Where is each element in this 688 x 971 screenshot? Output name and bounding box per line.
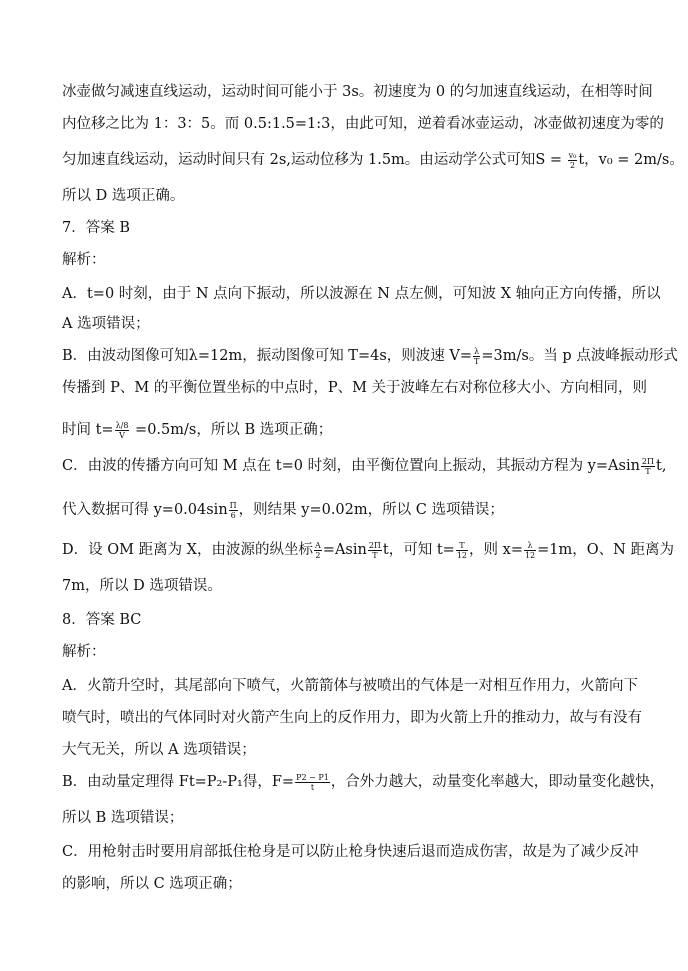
fraction-denominator: 2 bbox=[569, 160, 576, 170]
text-line bbox=[62, 150, 684, 170]
text-segment: =Asin bbox=[322, 542, 367, 558]
text-segment: =0.5m/s，所以 B 选项正确； bbox=[130, 422, 333, 438]
fraction bbox=[456, 541, 468, 560]
fraction bbox=[641, 457, 655, 476]
fraction-numerator: T bbox=[456, 541, 468, 551]
text-segment: t，可知 t= bbox=[382, 542, 455, 558]
text-segment: 时间 t= bbox=[62, 422, 114, 438]
fraction-denominator: 12 bbox=[456, 550, 468, 560]
text-line bbox=[62, 576, 222, 596]
text-line bbox=[62, 676, 638, 696]
text-line bbox=[62, 642, 106, 662]
fraction-denominator: T bbox=[474, 356, 480, 366]
text-line bbox=[62, 842, 639, 862]
fraction-numerator: λ bbox=[474, 346, 480, 356]
text-segment: 大气无关，所以 A 选项错误； bbox=[62, 742, 256, 758]
fraction bbox=[295, 773, 330, 792]
fraction bbox=[368, 541, 382, 560]
text-line bbox=[62, 540, 674, 560]
text-segment: 喷气时，喷出的气体同时对火箭产生向上的反作用力，即为火箭上升的推动力，故与有没有 bbox=[62, 710, 642, 726]
text-line bbox=[62, 610, 141, 630]
text-segment: t, bbox=[656, 458, 667, 474]
text-line bbox=[62, 186, 184, 206]
fraction-denominator: V bbox=[119, 430, 125, 440]
text-line bbox=[62, 456, 666, 476]
text-segment: B．由波动图像可知λ=12m，振动图像可知 T=4s，则波速 V= bbox=[62, 348, 473, 364]
fraction-denominator: 2 bbox=[315, 550, 321, 560]
text-segment: 代入数据可得 y=0.04sin bbox=[62, 502, 228, 518]
fraction-numerator: P2 − P1 bbox=[296, 772, 329, 782]
text-segment: 的影响，所以 C 选项正确； bbox=[62, 876, 242, 892]
text-segment: =3m/s。当 p 点波峰振动形式 bbox=[481, 348, 678, 364]
text-segment: 7m，所以 D 选项错误。 bbox=[62, 578, 222, 594]
text-segment: 匀加速直线运动，运动时间只有 2s,运动位移为 1.5m。由运动学公式可知 bbox=[62, 152, 536, 168]
text-line bbox=[62, 82, 653, 102]
fraction-numerator: λ/8 bbox=[115, 420, 129, 430]
text-segment: =1m，O、N 距离为 bbox=[537, 542, 674, 558]
text-segment: C．用枪射击时要用肩部抵住枪身是可以防止枪身快速后退而造成伤害，故是为了减少反冲 bbox=[62, 844, 639, 860]
text-segment: t，v₀ = 2m/s。 bbox=[578, 152, 684, 168]
fraction-denominator: 12 bbox=[524, 550, 536, 560]
fraction-numerator: Π bbox=[229, 500, 237, 510]
text-line bbox=[62, 740, 256, 760]
text-line bbox=[62, 420, 332, 440]
text-segment: 所以 D 选项正确。 bbox=[62, 188, 185, 204]
fraction-denominator: 6 bbox=[230, 510, 236, 520]
fraction-numerator: 2Π bbox=[368, 540, 381, 550]
text-line bbox=[62, 874, 242, 894]
text-line bbox=[62, 284, 661, 304]
text-segment: 所以 B 选项错误； bbox=[62, 810, 184, 826]
text-segment: ，则 x= bbox=[469, 542, 523, 558]
text-segment: 内位移之比为 1：3：5。而 0.5:1.5=1:3，由此可知，逆着看冰壶运动，冰壶做初速度为零的 bbox=[62, 116, 664, 132]
text-line bbox=[62, 378, 647, 398]
fraction bbox=[524, 541, 536, 560]
fraction-numerator: 2Π bbox=[641, 456, 654, 466]
text-segment: B．由动量定理得 Ft=P₂-P₁得，F= bbox=[62, 774, 295, 790]
text-line bbox=[62, 314, 150, 334]
text-line bbox=[62, 708, 642, 728]
text-segment: A 选项错误； bbox=[62, 316, 150, 332]
text-line bbox=[62, 218, 130, 238]
fraction bbox=[314, 541, 322, 560]
text-segment: ，则结果 y=0.02m，所以 C 选项错误； bbox=[238, 502, 504, 518]
text-line bbox=[62, 808, 183, 828]
text-segment: D．设 OM 距离为 X，由波源的纵坐标 bbox=[62, 542, 314, 558]
text-segment: 传播到 P、M 的平衡位置坐标的中点时，P、M 关于波峰左右对称位移大小、方向相同，则 bbox=[62, 380, 648, 396]
text-line bbox=[62, 346, 678, 366]
text-line bbox=[62, 500, 504, 520]
fraction-numerator: v₀ bbox=[568, 150, 577, 160]
text-segment: 冰壶做匀减速直线运动，运动时间可能小于 3s。初速度为 0 的匀加速直线运动，在相等时间 bbox=[62, 84, 653, 100]
fraction bbox=[115, 421, 130, 440]
text-line bbox=[62, 250, 106, 270]
text-segment: C．由波的传播方向可知 M 点在 t=0 时刻，由平衡位置向上振动，其振动方程为 y=Asin bbox=[62, 458, 640, 474]
fraction-denominator: T bbox=[645, 466, 651, 476]
text-segment: A．t=0 时刻，由于 N 点向下振动，所以波源在 N 点左侧，可知波 X 轴向正方向传播，所以 bbox=[62, 286, 661, 302]
fraction bbox=[568, 151, 578, 170]
text-segment: 解析： bbox=[62, 252, 106, 268]
text-segment: 7．答案 B bbox=[62, 220, 130, 236]
text-segment: 8．答案 BC bbox=[62, 612, 142, 628]
fraction bbox=[473, 347, 480, 366]
text-line bbox=[62, 772, 664, 792]
text-segment: S = bbox=[535, 152, 567, 168]
fraction-numerator: A bbox=[315, 540, 321, 550]
text-line bbox=[62, 114, 664, 134]
text-segment: A．火箭升空时，其尾部向下喷气，火箭箭体与被喷出的气体是一对相互作用力，火箭向下 bbox=[62, 678, 638, 694]
fraction-numerator: λ bbox=[524, 541, 536, 551]
fraction bbox=[229, 501, 238, 520]
fraction-denominator: t bbox=[310, 782, 315, 792]
text-segment: ，合外力越大，动量变化率越大，即动量变化越快， bbox=[330, 774, 665, 790]
text-segment: 解析： bbox=[62, 644, 106, 660]
fraction-denominator: T bbox=[372, 550, 378, 560]
